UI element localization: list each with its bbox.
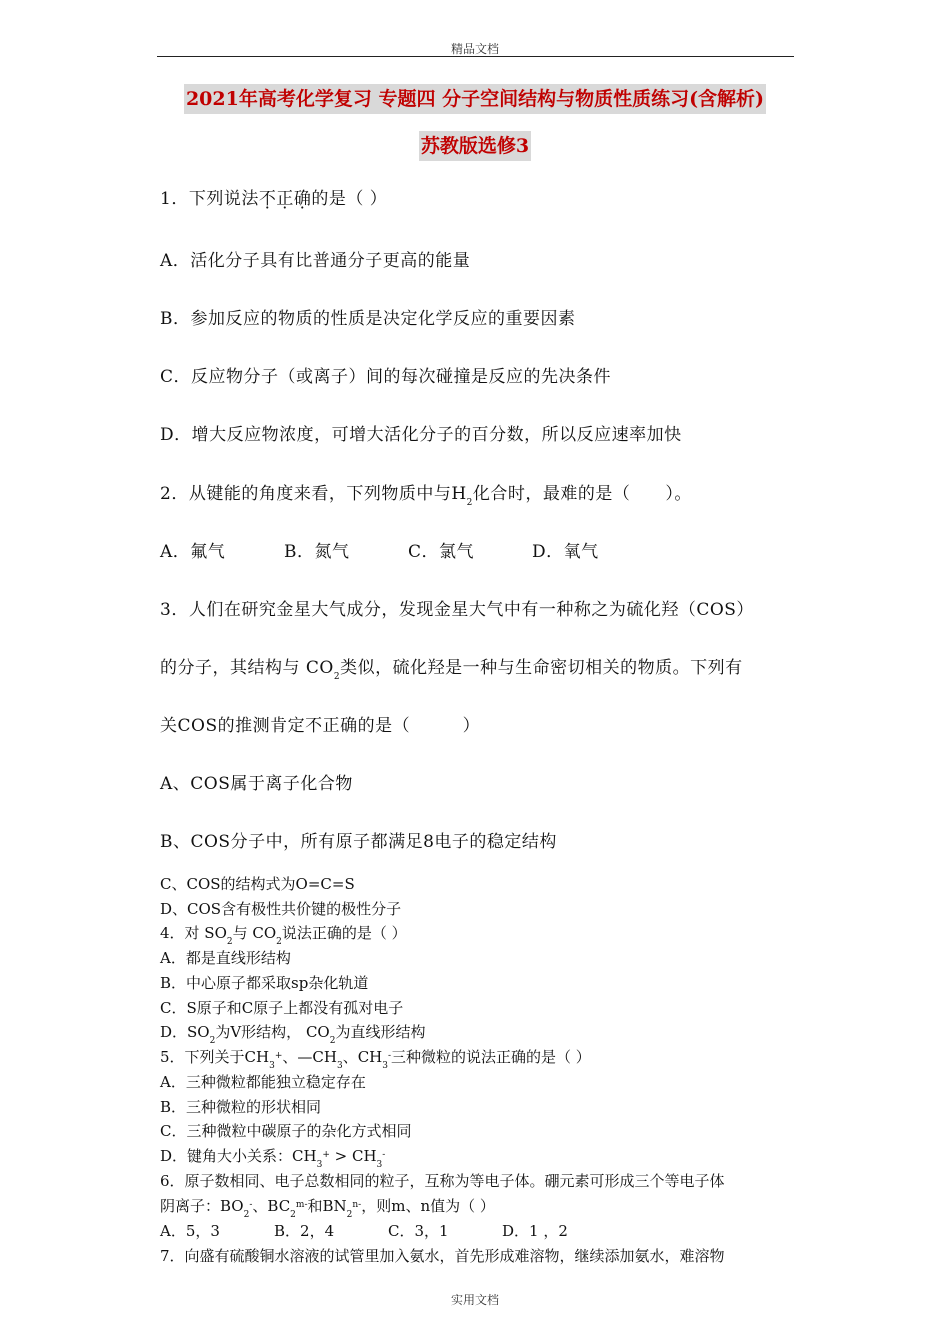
q2-option-a: A．氟气 <box>160 542 226 562</box>
emphasis-dot-char: 正 <box>276 189 294 209</box>
q6-stem-line2: 阴离子：$BO_2^-$、$BC_2^{m-}$和$BN_2^{n-}$，则m、n值为（ ） <box>160 1197 495 1220</box>
q6-option-b: B．2，4 <box>274 1222 335 1240</box>
q2-option-d: D．氧气 <box>532 542 599 562</box>
q4-stem: 4．对 $SO_2$与 $CO_2$说法正确的是（ ） <box>160 924 407 947</box>
q5-option-c: C．三种微粒中碳原子的杂化方式相同 <box>160 1122 412 1140</box>
q2-options <box>160 537 599 562</box>
q5-stem: 5．下列关于$CH_3^+$、$—CH_3$、$CH_3^-$三种微粒的说法正确的是（ ） <box>160 1048 591 1071</box>
header-rule <box>157 56 794 57</box>
emphasis-dot-char: 不 <box>258 189 277 209</box>
page-footer: 实用文档 <box>450 1293 499 1307</box>
doc-title-line2: 苏教版选修3 <box>0 131 950 158</box>
q3-stem-line2: 的分子，其结构与 $CO_2$类似，硫化羟是一种与生命密切相关的物质。下列有 <box>160 658 743 682</box>
q6-option-d: D．1 ，2 <box>502 1222 568 1240</box>
q1-option-a: A．活化分子具有比普通分子更高的能量 <box>160 251 471 271</box>
q3-stem-line1: 3．人们在研究金星大气成分，发现金星大气中有一种称之为硫化羟（COS） <box>160 600 754 620</box>
q6-option-c: C．3，1 <box>388 1222 449 1240</box>
q6-options <box>160 1220 568 1241</box>
q4-option-b: B．中心原子都采取sp杂化轨道 <box>160 974 369 992</box>
q4-option-c: C．S原子和C原子上都没有孤对电子 <box>160 999 404 1017</box>
page-header: 精品文档 <box>450 42 499 56</box>
q2-stem: 2．从键能的角度来看，下列物质中与$H_2$化合时，最难的是（ ）。 <box>160 484 692 508</box>
q3-stem-line3: 关COS的推测肯定不正确的是（ ） <box>160 716 481 736</box>
q5-option-a: A．三种微粒都能独立稳定存在 <box>160 1073 366 1091</box>
q7-stem-line1: 7．向盛有硫酸铜水溶液的试管里加入氨水，首先形成难溶物，继续添加氨水，难溶物 <box>160 1247 725 1265</box>
q4-option-d: D．$SO_2$为V形结构， $CO_2$为直线形结构 <box>160 1023 426 1046</box>
emphasis-dot-char: 确 <box>293 189 312 209</box>
q2-option-b: B．氮气 <box>284 542 350 562</box>
q3-option-a: A、COS属于离子化合物 <box>160 774 353 794</box>
q3-option-b: B、COS分子中，所有原子都满足8电子的稳定结构 <box>160 832 557 852</box>
q2-option-c: C．氯气 <box>408 542 475 562</box>
q1-option-b: B．参加反应的物质的性质是决定化学反应的重要因素 <box>160 309 576 329</box>
q6-stem-line1: 6．原子数相同、电子总数相同的粒子，互称为等电子体。硼元素可形成三个等电子体 <box>160 1172 725 1190</box>
q3-option-d: D、COS含有极性共价键的极性分子 <box>160 900 402 918</box>
q6-option-a: A．5，3 <box>160 1222 220 1240</box>
q4-option-a: A．都是直线形结构 <box>160 949 291 967</box>
q3-option-c: C、COS的结构式为O=C=S <box>160 875 355 893</box>
q1-option-d: D．增大反应物浓度，可增大活化分子的百分数，所以反应速率加快 <box>160 425 682 445</box>
doc-title-line1: 2021年高考化学复习 专题四 分子空间结构与物质性质练习(含解析) <box>0 84 950 111</box>
q1-option-c: C．反应物分子（或离子）间的每次碰撞是反应的先决条件 <box>160 367 612 387</box>
q5-option-b: B．三种微粒的形状相同 <box>160 1098 322 1116</box>
q5-option-d: D．键角大小关系：$CH_3^+ > CH_3^-$ <box>160 1147 386 1170</box>
q1-stem: 1．下列说法不正确的是（ ） <box>160 189 388 209</box>
